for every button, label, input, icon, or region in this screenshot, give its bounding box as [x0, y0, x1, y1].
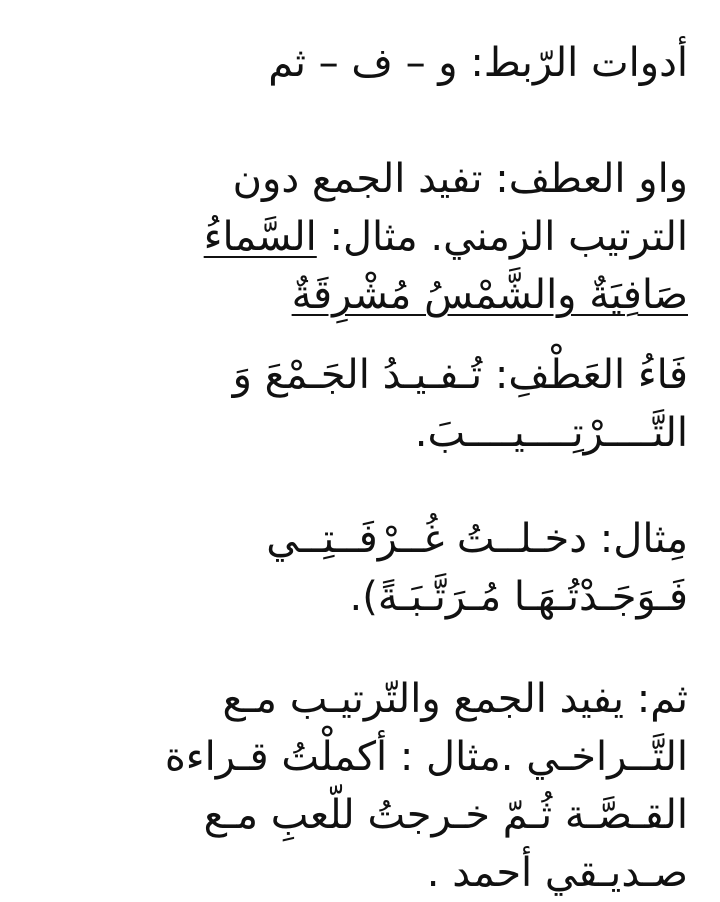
waw-line-1: واو العطف: تفيد الجمع دون: [232, 156, 688, 202]
waw-example-underlined: السَّماءُ: [203, 214, 317, 260]
faa-section: [40, 346, 688, 462]
thumma-line-4: صـديـقي أحمد .: [426, 850, 688, 896]
waw-line-2-text: الترتيب الزمني. مثال:: [316, 214, 688, 260]
waw-line-2: [40, 208, 688, 266]
title-text: أدوات الرّبط: و – ف – ثم: [268, 40, 688, 86]
faa-line-2: التَّــــرْتِــــيــــبَ.: [414, 410, 688, 456]
page-title: [40, 34, 688, 92]
thumma-line-3: القـصَّـة ثُـمّ خـرجتُ للّعبِ مـع: [203, 792, 688, 838]
thumma-section: [40, 670, 688, 902]
faa-line-1: فَاءُ العَطْفِ: تُـفـيـدُ الجَـمْعَ وَ: [232, 352, 688, 398]
faa-example-section: [40, 510, 688, 626]
waw-line-3-underlined: صَافِيَةٌ والشَّمْسُ مُشْرِقَةٌ: [291, 272, 688, 318]
faa-example-line-2: فَـوَجَـدْتُـهَـا مُـرَتَّـبَـةً).: [349, 574, 688, 620]
faa-example-line-1: مِثال: دخـلــتُ غُــرْفَــتِــي: [266, 516, 688, 562]
thumma-line-2: التَّــراخـي .مثال : أكملْتُ قـراءة: [164, 734, 688, 780]
waw-section: [40, 150, 688, 324]
waw-line-3: [40, 266, 688, 324]
thumma-line-1: ثم: يفيد الجمع والتّرتيـب مـع: [222, 676, 688, 722]
